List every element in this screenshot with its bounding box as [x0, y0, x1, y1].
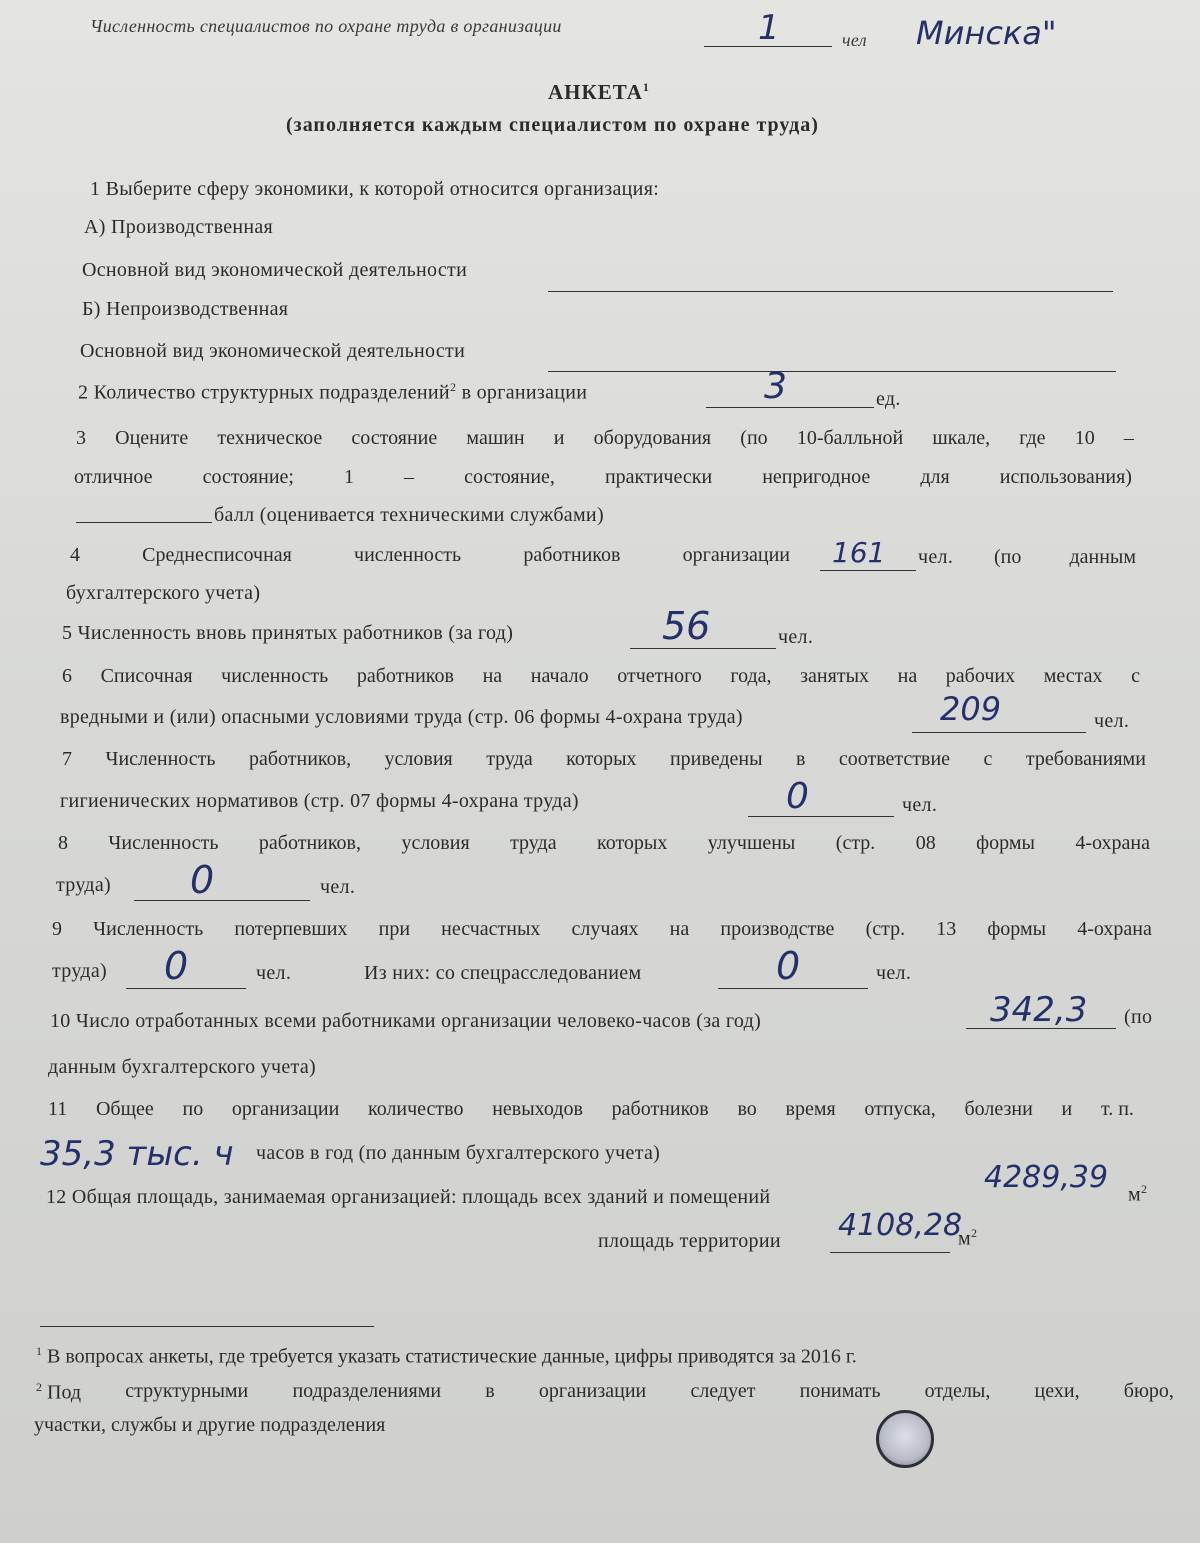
- specialists-label: Численность специалистов по охране труда в организации: [90, 16, 562, 36]
- q11-value: 35,3 тыс. ч: [40, 1134, 234, 1174]
- q4-line2: бухгалтерского учета): [66, 582, 261, 604]
- q11-line2: часов в год (по данным бухгалтерского учета): [256, 1142, 661, 1164]
- q9-line2: труда): [52, 960, 107, 982]
- q12-territory-value: 4108,28: [838, 1208, 963, 1243]
- q10-line2: данным бухгалтерского учета): [48, 1056, 316, 1078]
- footnote-2-line2: участки, службы и другие подразделения: [34, 1414, 386, 1436]
- q10-value: 342,3: [990, 990, 1088, 1030]
- footnote-separator: [40, 1326, 374, 1327]
- q1-option-a: А) Производственная: [84, 216, 274, 238]
- q8-line1: 8 Численность работников, условия труда которых улучшены (стр. 08 формы 4-охрана: [58, 832, 1150, 854]
- q2-text: 2 Количество структурных подразделений$^2$ в организации: [78, 380, 588, 404]
- q6-unit: чел.: [1094, 710, 1130, 732]
- q7-line1: 7 Численность работников, условия труда которых приведены в соответствие с требованиями: [62, 748, 1146, 770]
- q6-line: [912, 732, 1086, 733]
- footnote-1: $^1$ В вопросах анкеты, где требуется указать статистические данные, цифры приводятся за 2016 г.: [36, 1344, 857, 1368]
- q3-score-line: [76, 522, 212, 523]
- q8-unit: чел.: [320, 876, 356, 898]
- specialists-unit: чел: [842, 30, 867, 50]
- q12-buildings-unit: $м^2$: [1128, 1182, 1148, 1206]
- q1-text: 1 Выберите сферу экономики, к которой относится организация:: [90, 178, 660, 200]
- q1-activity-b-line: [548, 371, 1116, 372]
- q4-line1-tail: (по данным: [994, 546, 1136, 568]
- q12-territory-label: площадь территории: [598, 1230, 781, 1252]
- q4-line1: 4 Среднесписочная численность работников организации: [70, 544, 790, 566]
- q1-activity-b-label: Основной вид экономической деятельности: [80, 340, 466, 362]
- q7-line: [748, 816, 894, 817]
- q2-unit: ед.: [876, 388, 901, 410]
- q10-text: 10 Число отработанных всеми работниками организации человеко-часов (за год): [50, 1010, 762, 1032]
- q8-line: [134, 900, 310, 901]
- q2-line: [706, 407, 874, 408]
- q3-line1: 3 Оцените техническое состояние машин и оборудования (по 10-балльной шкале, где 10 –: [76, 427, 1134, 449]
- q9-special-line: [718, 988, 868, 989]
- q10-tail: (по: [1124, 1006, 1153, 1028]
- form-title: АНКЕТА$^1$: [548, 80, 650, 104]
- q4-unit: чел.: [918, 546, 954, 568]
- q12-text: 12 Общая площадь, занимаемая организацией: площадь всех зданий и помещений: [46, 1186, 771, 1208]
- q1-option-b: Б) Непроизводственная: [82, 298, 289, 320]
- q5-value: 56: [662, 604, 711, 648]
- q6-value: 209: [940, 690, 1002, 728]
- q7-value: 0: [786, 776, 809, 817]
- q7-unit: чел.: [902, 794, 938, 816]
- q9-special-unit: чел.: [876, 962, 912, 984]
- form-subtitle: (заполняется каждым специалистом по охране труда): [286, 114, 819, 136]
- q2-value: 3: [764, 366, 787, 407]
- q6-line2: вредными и (или) опасными условиями труда (стр. 06 формы 4-охрана труда): [60, 706, 743, 728]
- q9-unit: чел.: [256, 962, 292, 984]
- q1-activity-a-line: [548, 291, 1113, 292]
- q5-unit: чел.: [778, 626, 814, 648]
- q9-special-label: Из них: со спецрасследованием: [364, 962, 642, 984]
- q12-territory-line: [830, 1252, 950, 1253]
- q8-value: 0: [190, 858, 215, 902]
- q12-buildings-value: 4289,39: [984, 1160, 1109, 1195]
- q3-line3: балл (оценивается техническими службами): [214, 504, 604, 526]
- q4-value: 161: [832, 536, 886, 569]
- q12-territory-unit: $м^2$: [958, 1226, 978, 1250]
- punch-hole: [876, 1410, 934, 1468]
- footnote-2-line1: $^2$ Под структурными подразделениями в организации следует понимать отделы, цехи, бюро,: [36, 1380, 1174, 1404]
- city-handwritten: Минска": [916, 14, 1057, 52]
- q9-value: 0: [164, 944, 189, 988]
- q5-line: [630, 648, 776, 649]
- specialists-value: 1: [758, 8, 780, 48]
- q1-activity-a-label: Основной вид экономической деятельности: [82, 259, 468, 281]
- q11-line1: 11 Общее по организации количество невыходов работников во время отпуска, болезни и т. п.: [48, 1098, 1134, 1120]
- q9-line: [126, 988, 246, 989]
- q9-line1: 9 Численность потерпевших при несчастных случаях на производстве (стр. 13 формы 4-охрана: [52, 918, 1152, 940]
- q6-line1: 6 Списочная численность работников на начало отчетного года, занятых на рабочих местах с: [62, 665, 1140, 687]
- q8-line2: труда): [56, 874, 111, 896]
- q9-special-value: 0: [776, 944, 801, 988]
- q7-line2: гигиенических нормативов (стр. 07 формы 4-охрана труда): [60, 790, 579, 812]
- q4-line: [820, 570, 916, 571]
- q5-text: 5 Численность вновь принятых работников (за год): [62, 622, 514, 644]
- q3-line2: отличное состояние; 1 – состояние, практически непригодное для использования): [74, 466, 1132, 488]
